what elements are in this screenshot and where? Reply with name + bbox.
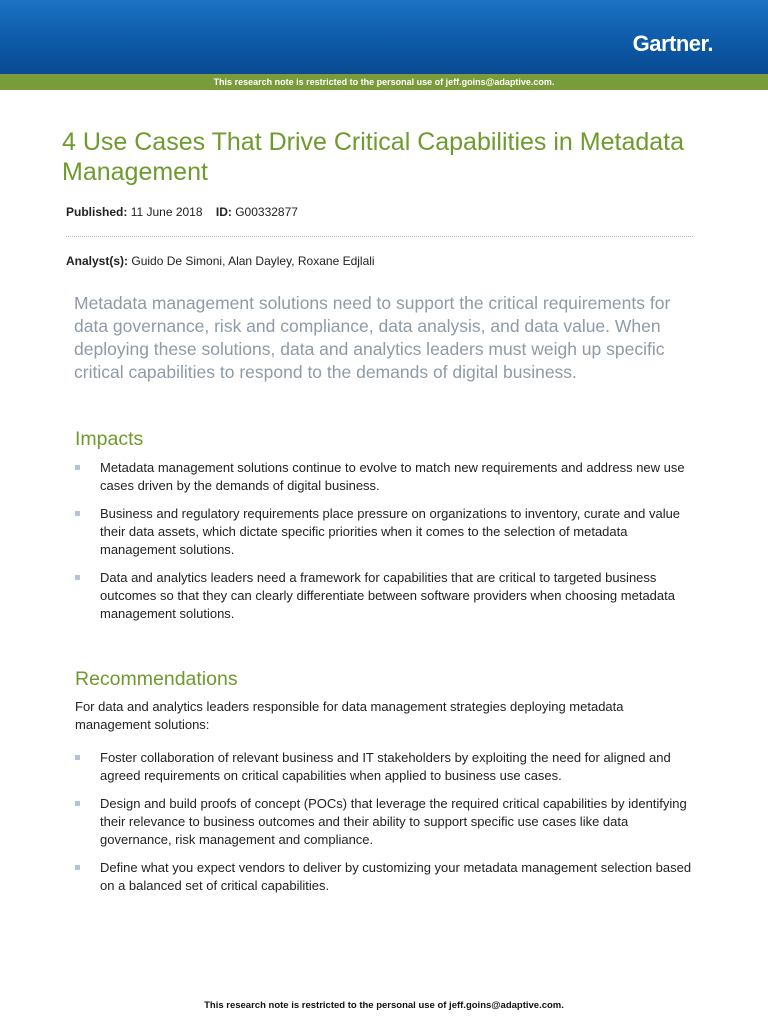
publication-meta (66, 205, 298, 219)
impacts-heading: Impacts (75, 428, 144, 450)
logo-dot: . (707, 31, 713, 56)
analysts-line (66, 254, 375, 268)
analysts-label: Analyst(s): (66, 254, 129, 268)
bullet-square-icon (75, 575, 80, 580)
bullet-square-icon (75, 511, 80, 516)
impact-item (75, 569, 695, 623)
bullet-square-icon (75, 865, 80, 870)
logo-text: Gartner (632, 31, 708, 56)
summary-paragraph: Metadata management solutions need to support the critical requirements for data governance, risk and compliance, data analysis, and data value. When deploying these solutions, data and analytics leaders must weigh up specific critical capabilities to respond to the demands of digital business. (74, 293, 671, 382)
footer-notice: This research note is restricted to the personal use of jeff.goins@adaptive.com. (204, 1000, 564, 1011)
published-date: 11 June 2018 (130, 205, 203, 219)
document-title: 4 Use Cases That Drive Critical Capabilities in Metadata Management (62, 128, 685, 186)
impacts-list (75, 459, 695, 633)
id-label: ID: (215, 205, 232, 219)
page-header (0, 0, 768, 74)
document-id: G00332877 (235, 205, 298, 219)
recommendation-text: Design and build proofs of concept (POCs) that leverage the required critical capabilities by identifying their relevance to business outcomes and their ability to support specific use cases like data governance, risk management and compliance. (100, 796, 687, 847)
recommendations-list (75, 749, 695, 905)
analysts-names: Guido De Simoni, Alan Dayley, Roxane Edjlali (131, 254, 375, 268)
recommendations-heading: Recommendations (75, 668, 238, 690)
recommendations-intro: For data and analytics leaders responsible for data management strategies deploying metadata management solutions: (75, 699, 624, 732)
recommendation-item (75, 859, 695, 895)
bullet-square-icon (75, 465, 80, 470)
bullet-square-icon (75, 801, 80, 806)
impact-item (75, 505, 695, 559)
meta-divider (66, 236, 693, 237)
recommendation-text: Foster collaboration of relevant business and IT stakeholders by exploiting the need for aligned and agreed requirements on critical capabilities when applied to business use cases. (100, 750, 671, 783)
recommendation-text: Define what you expect vendors to deliver by customizing your metadata management selection based on a balanced set of critical capabilities. (100, 860, 692, 893)
impact-item (75, 459, 695, 495)
recommendation-item (75, 749, 695, 785)
impact-text: Metadata management solutions continue to evolve to match new requirements and address new use cases driven by the demands of digital business. (100, 460, 685, 493)
gartner-logo (633, 31, 713, 57)
published-label: Published: (66, 205, 128, 219)
impact-text: Data and analytics leaders need a framework for capabilities that are critical to targeted business outcomes so that they can clearly differentiate between software providers when choosing metadata management solutions. (100, 570, 675, 621)
restriction-notice-bar: This research note is restricted to the personal use of jeff.goins@adaptive.com. (0, 74, 768, 90)
bullet-square-icon (75, 755, 80, 760)
impact-text: Business and regulatory requirements place pressure on organizations to inventory, curate and value their data assets, which dictate specific priorities when it comes to the selection of metadata management solutions. (100, 506, 681, 557)
recommendation-item (75, 795, 695, 849)
